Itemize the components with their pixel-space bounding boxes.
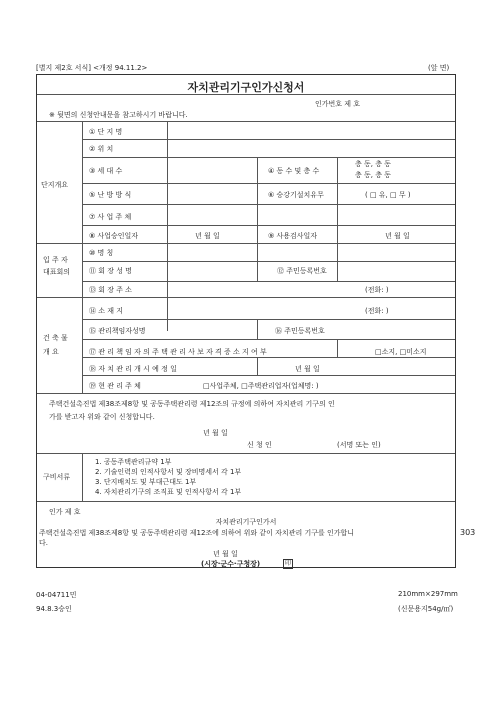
cert-options[interactable]: □소지, □미소지 bbox=[375, 348, 427, 356]
doc-item: 2. 기술인력의 인적사항서 및 장비명세서 각 1부 bbox=[95, 468, 242, 476]
label-operator: ⑦ 사 업 주 체 bbox=[89, 213, 132, 221]
label-chair-name: ⑪ 회 장 성 명 bbox=[89, 267, 132, 275]
label-manager-name: ⑮ 관리책임자성명 bbox=[89, 327, 146, 335]
approval-date-value[interactable]: 년 월 일 bbox=[195, 232, 220, 240]
bf-value-line1: 층 동, 층 동 bbox=[355, 160, 391, 168]
approval-note: 94.8.3승인 bbox=[36, 605, 72, 613]
section-rep-line2: 대표회의 bbox=[43, 268, 71, 276]
label-cert-holder: ⑰ 관 리 책 임 자 의 주 택 관 리 사 보 자 격 증 소 지 여 부 bbox=[89, 348, 267, 356]
doc-item: 4. 자치관리기구의 조직표 및 인적사항서 각 1부 bbox=[95, 488, 242, 496]
use-date-value[interactable]: 년 월 일 bbox=[385, 232, 410, 240]
bf-value-line2: 층 동, 층 동 bbox=[355, 171, 391, 179]
label-mgmt-resident-no: ⑯ 주민등록번호 bbox=[275, 327, 325, 335]
label-households: ③ 세 대 수 bbox=[89, 167, 123, 175]
side-number: 303 bbox=[460, 528, 476, 537]
label-use-date: ⑨ 사용검사일자 bbox=[268, 232, 318, 240]
cert-heading: 자치관리기구인가서 bbox=[215, 518, 277, 526]
statement-line1: 주택건설촉진법 제38조제8항 및 공동주택관리령 제12조의 규정에 의하여 자치관리 기구의 인 bbox=[49, 400, 335, 408]
docs-label: 구비서류 bbox=[43, 473, 71, 481]
paper-type: (신문용지54g/㎡) bbox=[398, 605, 454, 613]
section-mgmt-line2: 개 요 bbox=[43, 348, 59, 356]
label-mgmt-location: ⑭ 소 재 지 bbox=[89, 307, 123, 315]
label-current-operator: ⑲ 현 관 리 주 체 bbox=[89, 382, 141, 390]
paper-size: 210mm×297mm bbox=[398, 590, 458, 598]
label-approval-date: ⑧ 사업승인일자 bbox=[89, 232, 139, 240]
form-code: 04-04711민 bbox=[36, 591, 77, 599]
start-date-value[interactable]: 년 월 일 bbox=[295, 365, 320, 373]
elevator-options[interactable]: ( □ 유, □ 무 ) bbox=[365, 191, 411, 199]
signature-label: (서명 또는 인) bbox=[337, 441, 381, 449]
official-seal: 印 bbox=[285, 560, 292, 567]
mayor-label: (시장·군수·구청장) bbox=[201, 560, 261, 568]
cert-text-line1: 주택건설촉진법 제38조제8항 및 공동주택관리령 제12조에 의하여 위와 같이 자치관리 기구를 인가합니 bbox=[39, 529, 354, 537]
label-location: ② 위 치 bbox=[89, 145, 114, 153]
cert-date: 년 월 일 bbox=[213, 550, 238, 558]
applicant-label: 신 청 인 bbox=[247, 441, 272, 449]
rep-phone[interactable]: (전화: ) bbox=[365, 286, 389, 294]
doc-item: 1. 공동주택관리규약 1부 bbox=[95, 458, 172, 466]
current-operator-options[interactable]: □사업주체, □주택관리업자(업체명: ) bbox=[203, 382, 319, 390]
guide-note: ※ 뒷면의 신청안내문을 참고하시기 바랍니다. bbox=[49, 111, 188, 119]
statement-line2: 가를 받고자 위와 같이 신청합니다. bbox=[49, 413, 155, 421]
section-complex: 단지개요 bbox=[41, 181, 69, 189]
label-rep-resident-no: ⑫ 주민등록번호 bbox=[277, 267, 327, 275]
label-complex-name: ① 단 지 명 bbox=[89, 128, 123, 136]
section-rep-line1: 입 주 자 bbox=[43, 256, 68, 264]
annex-label: [별지 제2호 서식] <개정 94.11.2> bbox=[36, 64, 148, 72]
cert-permit-number: 인가 제 호 bbox=[49, 508, 81, 516]
form-title: 자치관리기구인가신청서 bbox=[187, 81, 305, 94]
permit-number: 인가번호 제 호 bbox=[315, 100, 361, 108]
front-page-label: (앞 면) bbox=[428, 64, 450, 72]
application-date[interactable]: 년 월 일 bbox=[203, 429, 228, 437]
label-buildings-floors: ④ 동 수 및 층 수 bbox=[268, 167, 320, 175]
label-elevator: ⑥ 승강기설치유무 bbox=[268, 191, 324, 199]
label-rep-name: ⑩ 명 칭 bbox=[89, 249, 114, 257]
label-heating: ⑤ 난 방 방 식 bbox=[89, 191, 132, 199]
application-form bbox=[36, 74, 456, 568]
mgmt-phone[interactable]: (전화: ) bbox=[365, 307, 389, 315]
label-chair-address: ⑬ 회 장 주 소 bbox=[89, 286, 132, 294]
cert-text-line2: 다. bbox=[39, 539, 48, 547]
section-mgmt-line1: 건 축 물 bbox=[43, 334, 68, 342]
label-start-date: ⑱ 자 치 관 리 개 시 예 정 일 bbox=[89, 365, 177, 373]
doc-item: 3. 단지배치도 및 부대근대도 1부 bbox=[95, 478, 197, 486]
